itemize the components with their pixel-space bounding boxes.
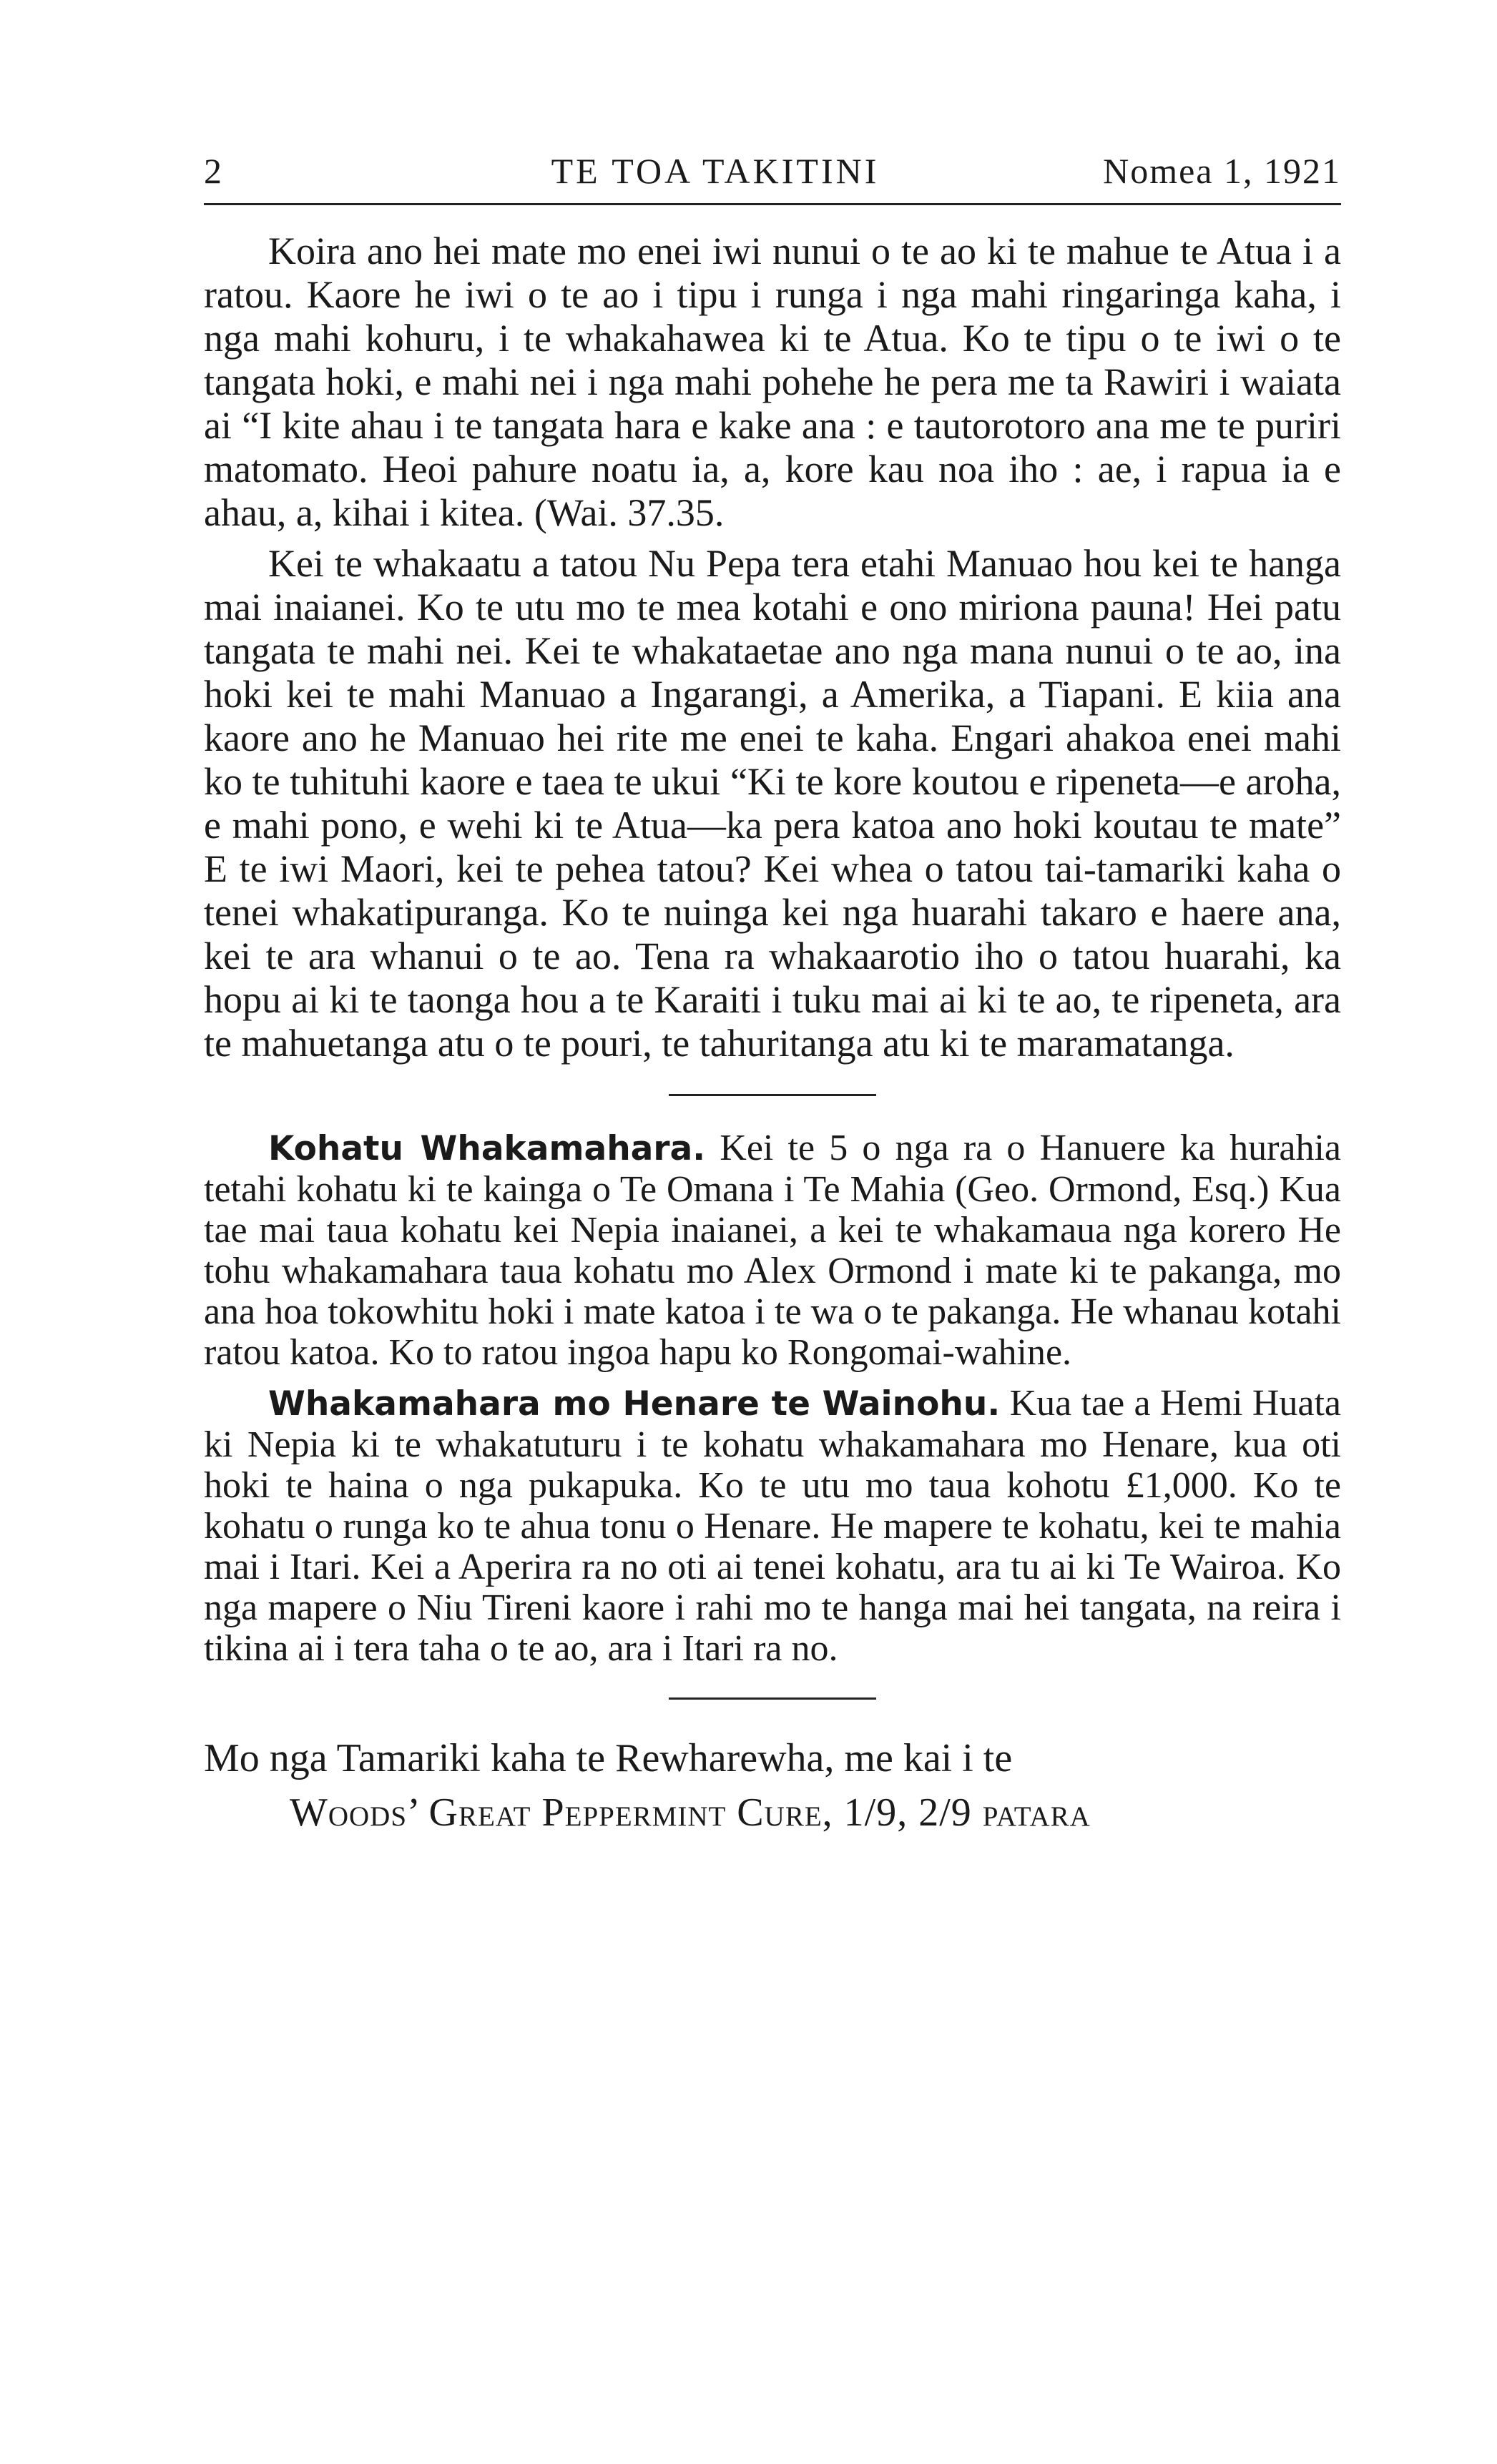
section-divider-2 bbox=[669, 1697, 876, 1700]
issue-date: Nomea 1, 1921 bbox=[1103, 151, 1341, 191]
paragraph-henare bbox=[204, 1383, 1341, 1669]
paragraph-2: Kei te whakaatu a tatou Nu Pepa tera etahi Manuao hou kei te hanga mai inaianei. Ko te utu mo te mea kotahi e ono miriona pauna! Hei patu tangata te mahi nei. Kei te whakataetae ano nga mana nunui o te ao, ina hoki kei te mahi Manuao a Ingarangi, a Amerika, a Tiapani. E kiia ana kaore ano he Manuao hei rite me enei te kaha. Engari ahakoa enei mahi ko te tuhituhi kaore e taea te ukui “Ki te kore koutou e ripeneta—e aroha, e mahi pono, e wehi ki te Atua—ka pera katoa ano hoki koutau te mate” E te iwi Maori, kei te pehea tatou? Kei whea o tatou tai-tamariki kaha o tenei whakatipuranga. Ko te nuinga kei nga huarahi takaro e haere ana, kei te ara whanui o te ao. Tena ra whakaarotio iho o tatou huarahi, ka hopu ai ki te taonga hou a te Karaiti i tuku mai ai ki te ao, te ripeneta, ara te mahuetanga atu o te pouri, te tahuritanga atu ki te maramatanga. bbox=[204, 542, 1341, 1065]
section-divider bbox=[669, 1094, 876, 1096]
kohatu-body: Kei te 5 o nga ra o Hanuere ka hurahia tetahi kohatu ki te kainga o Te Omana i Te Mahia (Geo. Ormond, Esq.) Kua tae mai taua kohatu kei Nepia inaianei, a kei te whakamaua nga korero He tohu whakamahara taua kohatu mo Alex Ormond i mate ki te pakanga, mo ana hoa tokowhitu hoki i mate katoa i te wa o te pakanga. He whanau kotahi ratou katoa. Ko to ratou ingoa hapu ko Rongomai-wahine. bbox=[204, 1128, 1341, 1373]
advert-line-2: Woods’ Great Peppermint Cure, 1/9, 2/9 patara bbox=[290, 1790, 1091, 1835]
running-header bbox=[204, 150, 1341, 205]
page bbox=[204, 150, 1341, 1840]
advertisement bbox=[204, 1731, 1341, 1840]
kohatu-heading: Kohatu Whakamahara. bbox=[268, 1129, 706, 1168]
henare-body: Kua tae a Hemi Huata ki Nepia ki te whakatuturu i te kohatu whakamahara mo Henare, kua oti hoki te haina o nga pukapuka. Ko te utu mo taua kohotu £1,000. Ko te kohatu o runga ko te ahua tonu o Henare. He mapere te kohatu, kei te mahia mai i Itari. Kei a Aperira ra no oti ai tenei kohatu, ara tu ai ki Te Wairoa. Ko nga mapere o Niu Tireni kaore i rahi mo te hanga mai hei tangata, na reira i tikina ai i tera taha o te ao, ara i Itari ra no. bbox=[204, 1383, 1341, 1669]
paragraph-kohatu bbox=[204, 1128, 1341, 1373]
paragraph-1: Koira ano hei mate mo enei iwi nunui o te ao ki te mahue te Atua i a ratou. Kaore he iwi o te ao i tipu i runga i nga mahi ringaringa kaha, i nga mahi kohuru, i te whakahawea ki te Atua. Ko te tipu o te iwi o te tangata hoki, e mahi nei i nga mahi pohehe he pera me ta Rawiri i waiata ai “I kite ahau i te tangata hara e kake ana : e tautorotoro ana me te puriri matomato. Heoi pahure noatu ia, a, kore kau noa iho : ae, i rapua ia e ahau, a, kihai i kitea. (Wai. 37.35. bbox=[204, 230, 1341, 534]
page-number: 2 bbox=[204, 151, 223, 191]
journal-title: TE TOA TAKITINI bbox=[551, 151, 880, 191]
henare-heading: Whakamahara mo Henare te Wainohu. bbox=[268, 1384, 1001, 1424]
advert-line-1: Mo nga Tamariki kaha te Rewharewha, me kai i te bbox=[204, 1736, 1013, 1780]
